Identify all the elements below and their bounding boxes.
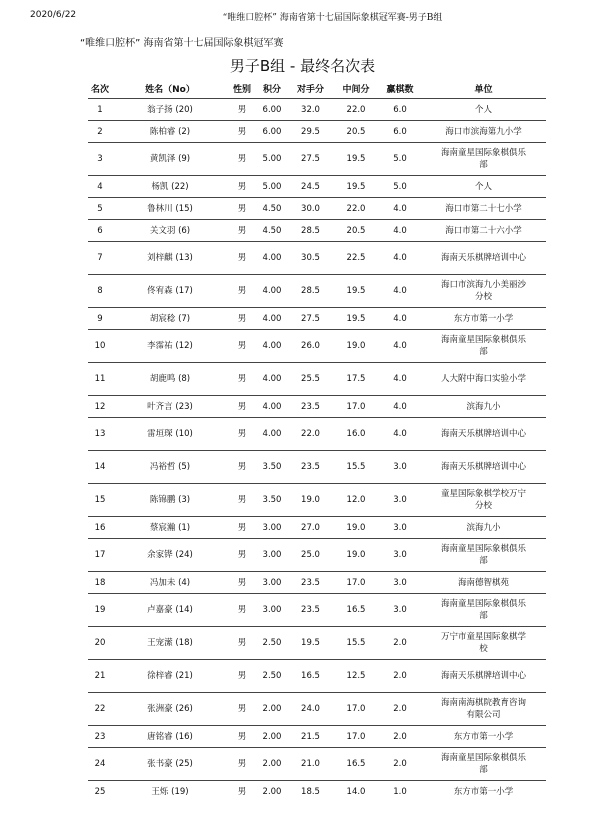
cell-rank: 3 bbox=[97, 154, 103, 164]
cell-median-score: 22.0 bbox=[346, 203, 366, 214]
unit-text: 海南童星国际象棋俱乐部 bbox=[440, 544, 526, 566]
cell-opponent-score: 19.0 bbox=[301, 495, 320, 505]
cell-rank: 6 bbox=[97, 225, 103, 236]
cell-unit bbox=[421, 99, 546, 121]
cell-sex: 男 bbox=[237, 181, 247, 192]
table-row bbox=[88, 99, 546, 121]
cell-sex: 男 bbox=[237, 374, 247, 384]
header-document-title: “唯维口腔杯” 海南省第十七届国际象棋冠军赛-男子B组 bbox=[222, 13, 443, 23]
column-header-unit: 单位 bbox=[474, 84, 493, 95]
cell-median-score: 19.5 bbox=[346, 181, 366, 192]
cell-unit bbox=[421, 484, 546, 517]
cell-sex: 男 bbox=[237, 313, 247, 324]
cell-median-score: 22.0 bbox=[346, 104, 366, 115]
cell-name: 冯加未 (4) bbox=[149, 577, 191, 588]
cell-wins: 4.0 bbox=[393, 313, 407, 324]
table-row bbox=[88, 517, 546, 539]
cell-rank: 8 bbox=[97, 286, 103, 296]
cell-rank: 7 bbox=[97, 253, 103, 263]
cell-rank: 10 bbox=[94, 341, 106, 351]
table-header-row bbox=[88, 78, 546, 99]
cell-opponent-score: 23.5 bbox=[301, 401, 320, 412]
table-row bbox=[88, 363, 546, 396]
cell-name: 张洲豪 (26) bbox=[147, 704, 193, 714]
cell-median-score: 19.5 bbox=[346, 313, 366, 324]
cell-wins: 2.0 bbox=[393, 704, 407, 714]
cell-rank: 20 bbox=[94, 638, 106, 648]
table-row bbox=[88, 693, 546, 726]
cell-score: 3.50 bbox=[262, 495, 282, 505]
cell-score: 2.50 bbox=[262, 671, 282, 681]
cell-wins: 5.0 bbox=[393, 154, 407, 164]
unit-text: 万宁市童星国际象棋学校 bbox=[440, 632, 526, 654]
unit-text: 个人 bbox=[474, 104, 492, 115]
cell-unit bbox=[421, 330, 546, 363]
table-row bbox=[88, 594, 546, 627]
cell-rank: 19 bbox=[94, 605, 106, 615]
cell-unit bbox=[421, 726, 546, 748]
event-title: “唯维口腔杯” 海南省第十七届国际象棋冠军赛 bbox=[80, 38, 284, 49]
cell-median-score: 19.5 bbox=[346, 154, 366, 164]
cell-median-score: 19.0 bbox=[346, 550, 366, 560]
cell-name: 胡鹿鸣 (8) bbox=[149, 374, 191, 384]
table-row bbox=[88, 539, 546, 572]
cell-rank: 14 bbox=[94, 462, 106, 472]
cell-score: 3.00 bbox=[262, 577, 282, 588]
unit-text: 海南童星国际象棋俱乐部 bbox=[440, 599, 526, 621]
cell-sex: 男 bbox=[237, 104, 247, 115]
table-row bbox=[88, 330, 546, 363]
cell-name: 卢嘉豪 (14) bbox=[147, 605, 193, 615]
unit-text: 海南童星国际象棋俱乐部 bbox=[440, 753, 526, 775]
cell-rank: 17 bbox=[94, 550, 106, 560]
cell-score: 2.00 bbox=[262, 704, 282, 714]
cell-wins: 4.0 bbox=[393, 225, 407, 236]
column-header-score: 积分 bbox=[262, 84, 281, 95]
cell-wins: 4.0 bbox=[393, 341, 407, 351]
cell-sex: 男 bbox=[237, 429, 247, 439]
cell-sex: 男 bbox=[237, 126, 247, 137]
cell-wins: 3.0 bbox=[393, 522, 407, 533]
unit-text: 海口市滨海九小美丽沙分校 bbox=[440, 280, 526, 302]
cell-score: 4.00 bbox=[262, 341, 282, 351]
column-header-opponent-score: 对手分 bbox=[296, 84, 324, 95]
cell-opponent-score: 23.5 bbox=[301, 462, 320, 472]
unit-text: 海口市滨海第九小学 bbox=[445, 126, 522, 137]
table-title: 男子B组 - 最终名次表 bbox=[229, 57, 376, 75]
cell-unit bbox=[421, 572, 546, 594]
cell-sex: 男 bbox=[237, 759, 247, 769]
cell-opponent-score: 27.0 bbox=[301, 522, 320, 533]
cell-unit bbox=[421, 451, 546, 484]
cell-name: 徐梓睿 (21) bbox=[147, 671, 193, 681]
cell-score: 6.00 bbox=[262, 126, 282, 137]
cell-rank: 18 bbox=[94, 577, 106, 588]
unit-text: 海南天乐棋牌培训中心 bbox=[440, 429, 526, 439]
cell-score: 5.00 bbox=[262, 154, 282, 164]
unit-text: 东方市第一小学 bbox=[453, 731, 514, 742]
cell-opponent-score: 22.0 bbox=[301, 429, 320, 439]
cell-rank: 2 bbox=[97, 126, 103, 137]
cell-opponent-score: 26.0 bbox=[301, 341, 320, 351]
table-row bbox=[88, 220, 546, 242]
table-row bbox=[88, 660, 546, 693]
cell-rank: 9 bbox=[97, 313, 103, 324]
cell-opponent-score: 21.5 bbox=[301, 731, 320, 742]
cell-name: 雷垣琛 (10) bbox=[147, 429, 193, 439]
column-header-sex: 性别 bbox=[232, 84, 251, 95]
header-date: 2020/6/22 bbox=[30, 10, 77, 20]
unit-text: 海南天乐棋牌培训中心 bbox=[440, 671, 526, 681]
cell-name: 唐铭睿 (16) bbox=[147, 731, 193, 742]
cell-wins: 3.0 bbox=[393, 495, 407, 505]
cell-wins: 4.0 bbox=[393, 286, 407, 296]
cell-sex: 男 bbox=[237, 154, 247, 164]
cell-name: 杨凯 (22) bbox=[151, 181, 189, 192]
cell-unit bbox=[421, 660, 546, 693]
cell-wins: 2.0 bbox=[393, 671, 407, 681]
cell-name: 叶齐言 (23) bbox=[147, 401, 193, 412]
cell-unit bbox=[421, 627, 546, 660]
table-row bbox=[88, 572, 546, 594]
cell-sex: 男 bbox=[237, 401, 247, 412]
cell-sex: 男 bbox=[237, 341, 247, 351]
cell-unit bbox=[421, 539, 546, 572]
unit-text: 童星国际象棋学校万宁分校 bbox=[440, 489, 526, 511]
cell-name: 王宠潆 (18) bbox=[147, 638, 193, 648]
cell-opponent-score: 29.5 bbox=[301, 126, 320, 137]
unit-text: 人大附中海口实验小学 bbox=[440, 374, 526, 384]
cell-name: 黄凯泽 (9) bbox=[149, 154, 191, 164]
unit-text: 海口市第二十七小学 bbox=[445, 203, 522, 214]
cell-unit bbox=[421, 748, 546, 781]
cell-wins: 3.0 bbox=[393, 577, 407, 588]
cell-median-score: 17.5 bbox=[346, 374, 366, 384]
cell-sex: 男 bbox=[237, 704, 247, 714]
cell-name: 冯裕哲 (5) bbox=[149, 462, 191, 472]
cell-unit bbox=[421, 363, 546, 396]
cell-rank: 1 bbox=[97, 104, 103, 115]
cell-unit bbox=[421, 418, 546, 451]
cell-score: 4.00 bbox=[262, 253, 282, 263]
cell-sex: 男 bbox=[237, 253, 247, 263]
cell-score: 4.00 bbox=[262, 286, 282, 296]
table-row bbox=[88, 781, 546, 803]
cell-unit bbox=[421, 396, 546, 418]
cell-score: 2.00 bbox=[262, 731, 282, 742]
cell-wins: 3.0 bbox=[393, 550, 407, 560]
cell-sex: 男 bbox=[237, 671, 247, 681]
cell-sex: 男 bbox=[237, 577, 247, 588]
unit-text: 海南童星国际象棋俱乐部 bbox=[440, 148, 526, 170]
table-row bbox=[88, 121, 546, 143]
cell-median-score: 17.0 bbox=[346, 704, 366, 714]
cell-median-score: 15.5 bbox=[346, 638, 366, 648]
cell-score: 4.50 bbox=[262, 225, 282, 236]
cell-rank: 12 bbox=[94, 401, 106, 412]
cell-name: 王烁 (19) bbox=[151, 786, 189, 797]
unit-text: 海南南海棋院教育咨询有限公司 bbox=[440, 698, 526, 720]
cell-unit bbox=[421, 176, 546, 198]
cell-opponent-score: 24.0 bbox=[301, 704, 320, 714]
unit-text: 海南天乐棋牌培训中心 bbox=[440, 462, 526, 472]
table-row bbox=[88, 726, 546, 748]
cell-median-score: 16.0 bbox=[346, 429, 366, 439]
cell-unit bbox=[421, 781, 546, 803]
cell-rank: 24 bbox=[94, 759, 106, 769]
cell-score: 6.00 bbox=[262, 104, 282, 115]
table-row bbox=[88, 143, 546, 176]
cell-opponent-score: 28.5 bbox=[301, 225, 320, 236]
cell-median-score: 19.0 bbox=[346, 522, 366, 533]
cell-name: 关文羽 (6) bbox=[149, 225, 191, 236]
unit-text: 海口市第二十六小学 bbox=[445, 225, 522, 236]
column-header-wins: 赢棋数 bbox=[386, 84, 414, 95]
unit-text: 滨海九小 bbox=[466, 522, 501, 533]
unit-text: 东方市第一小学 bbox=[453, 313, 514, 324]
cell-opponent-score: 27.5 bbox=[301, 154, 320, 164]
cell-wins: 4.0 bbox=[393, 253, 407, 263]
cell-wins: 4.0 bbox=[393, 374, 407, 384]
table-row bbox=[88, 748, 546, 781]
cell-rank: 16 bbox=[94, 522, 106, 533]
table-row bbox=[88, 176, 546, 198]
cell-name: 蔡宸瀚 (1) bbox=[149, 522, 191, 533]
unit-text: 海南德智棋苑 bbox=[457, 577, 509, 588]
cell-score: 4.00 bbox=[262, 401, 282, 412]
cell-unit bbox=[421, 594, 546, 627]
cell-median-score: 16.5 bbox=[346, 759, 366, 769]
cell-opponent-score: 16.5 bbox=[301, 671, 320, 681]
cell-sex: 男 bbox=[237, 605, 247, 615]
cell-name: 陈锦鹏 (3) bbox=[149, 495, 191, 505]
cell-name: 余家铧 (24) bbox=[147, 550, 193, 560]
cell-rank: 22 bbox=[94, 704, 106, 714]
cell-name: 刘梓麒 (13) bbox=[147, 253, 193, 263]
cell-score: 4.00 bbox=[262, 374, 282, 384]
cell-unit bbox=[421, 242, 546, 275]
cell-sex: 男 bbox=[237, 731, 247, 742]
cell-score: 2.00 bbox=[262, 786, 282, 797]
cell-rank: 13 bbox=[94, 429, 106, 439]
cell-opponent-score: 23.5 bbox=[301, 605, 320, 615]
cell-opponent-score: 18.5 bbox=[301, 786, 320, 797]
cell-sex: 男 bbox=[237, 225, 247, 236]
cell-median-score: 20.5 bbox=[346, 225, 366, 236]
cell-score: 3.00 bbox=[262, 550, 282, 560]
cell-unit bbox=[421, 220, 546, 242]
cell-opponent-score: 19.5 bbox=[301, 638, 320, 648]
table-row bbox=[88, 484, 546, 517]
cell-rank: 25 bbox=[94, 786, 106, 797]
cell-sex: 男 bbox=[237, 522, 247, 533]
cell-unit bbox=[421, 308, 546, 330]
cell-name: 翁子扬 (20) bbox=[147, 104, 193, 115]
cell-unit bbox=[421, 693, 546, 726]
cell-wins: 3.0 bbox=[393, 605, 407, 615]
cell-median-score: 19.5 bbox=[346, 286, 366, 296]
cell-rank: 5 bbox=[97, 203, 103, 214]
cell-rank: 21 bbox=[94, 671, 106, 681]
cell-wins: 1.0 bbox=[393, 786, 407, 797]
cell-wins: 4.0 bbox=[393, 401, 407, 412]
cell-sex: 男 bbox=[237, 550, 247, 560]
table-row bbox=[88, 242, 546, 275]
cell-wins: 5.0 bbox=[393, 181, 407, 192]
cell-rank: 15 bbox=[94, 495, 106, 505]
cell-median-score: 17.0 bbox=[346, 577, 366, 588]
cell-sex: 男 bbox=[237, 286, 247, 296]
cell-opponent-score: 32.0 bbox=[301, 104, 320, 115]
cell-opponent-score: 21.0 bbox=[301, 759, 320, 769]
cell-score: 4.00 bbox=[262, 429, 282, 439]
cell-opponent-score: 23.5 bbox=[301, 577, 320, 588]
cell-opponent-score: 24.5 bbox=[301, 181, 320, 192]
cell-median-score: 17.0 bbox=[346, 731, 366, 742]
cell-wins: 3.0 bbox=[393, 462, 407, 472]
cell-name: 佟宥森 (17) bbox=[147, 286, 193, 296]
cell-name: 李霈祐 (12) bbox=[147, 341, 193, 351]
cell-sex: 男 bbox=[237, 203, 247, 214]
cell-rank: 11 bbox=[94, 374, 106, 384]
cell-score: 2.50 bbox=[262, 638, 282, 648]
cell-score: 3.50 bbox=[262, 462, 282, 472]
cell-wins: 4.0 bbox=[393, 429, 407, 439]
table-row bbox=[88, 275, 546, 308]
unit-text: 东方市第一小学 bbox=[453, 786, 514, 797]
table-body bbox=[88, 99, 546, 803]
cell-wins: 2.0 bbox=[393, 759, 407, 769]
cell-median-score: 14.0 bbox=[346, 786, 366, 797]
cell-wins: 2.0 bbox=[393, 638, 407, 648]
column-header-name: 姓名（No） bbox=[145, 84, 195, 95]
cell-wins: 2.0 bbox=[393, 731, 407, 742]
cell-median-score: 17.0 bbox=[346, 401, 366, 412]
cell-opponent-score: 25.5 bbox=[301, 374, 320, 384]
cell-wins: 4.0 bbox=[393, 203, 407, 214]
cell-score: 3.00 bbox=[262, 522, 282, 533]
table-row bbox=[88, 308, 546, 330]
cell-score: 4.50 bbox=[262, 203, 282, 214]
cell-sex: 男 bbox=[237, 786, 247, 797]
cell-sex: 男 bbox=[237, 462, 247, 472]
cell-score: 3.00 bbox=[262, 605, 282, 615]
table-row bbox=[88, 396, 546, 418]
cell-name: 陈柏睿 (2) bbox=[149, 126, 191, 137]
unit-text: 个人 bbox=[474, 181, 492, 192]
column-header-median-score: 中间分 bbox=[342, 84, 370, 95]
cell-opponent-score: 30.0 bbox=[301, 203, 320, 214]
cell-score: 4.00 bbox=[262, 313, 282, 324]
unit-text: 海南童星国际象棋俱乐部 bbox=[440, 335, 526, 357]
cell-unit bbox=[421, 198, 546, 220]
cell-opponent-score: 27.5 bbox=[301, 313, 320, 324]
cell-median-score: 20.5 bbox=[346, 126, 366, 137]
cell-unit bbox=[421, 517, 546, 539]
cell-median-score: 22.5 bbox=[346, 253, 366, 263]
cell-unit bbox=[421, 275, 546, 308]
cell-wins: 6.0 bbox=[393, 104, 407, 115]
cell-score: 5.00 bbox=[262, 181, 282, 192]
cell-name: 鲁林川 (15) bbox=[147, 203, 193, 214]
unit-text: 滨海九小 bbox=[466, 401, 501, 412]
cell-sex: 男 bbox=[237, 495, 247, 505]
cell-median-score: 12.0 bbox=[346, 495, 366, 505]
cell-sex: 男 bbox=[237, 638, 247, 648]
cell-score: 2.00 bbox=[262, 759, 282, 769]
table-row bbox=[88, 627, 546, 660]
cell-median-score: 12.5 bbox=[346, 671, 366, 681]
cell-median-score: 19.0 bbox=[346, 341, 366, 351]
cell-opponent-score: 25.0 bbox=[301, 550, 320, 560]
cell-unit bbox=[421, 143, 546, 176]
cell-wins: 6.0 bbox=[393, 126, 407, 137]
table-row bbox=[88, 451, 546, 484]
cell-name: 胡宸稔 (7) bbox=[149, 313, 191, 324]
cell-opponent-score: 30.5 bbox=[301, 253, 320, 263]
table-row bbox=[88, 198, 546, 220]
standings-table bbox=[88, 78, 546, 802]
cell-rank: 23 bbox=[94, 731, 106, 742]
cell-rank: 4 bbox=[97, 181, 103, 192]
cell-unit bbox=[421, 121, 546, 143]
cell-median-score: 15.5 bbox=[346, 462, 366, 472]
cell-name: 张书豪 (25) bbox=[147, 759, 193, 769]
column-header-rank: 名次 bbox=[90, 84, 109, 95]
unit-text: 海南天乐棋牌培训中心 bbox=[440, 253, 526, 263]
cell-median-score: 16.5 bbox=[346, 605, 366, 615]
cell-opponent-score: 28.5 bbox=[301, 286, 320, 296]
table-row bbox=[88, 418, 546, 451]
